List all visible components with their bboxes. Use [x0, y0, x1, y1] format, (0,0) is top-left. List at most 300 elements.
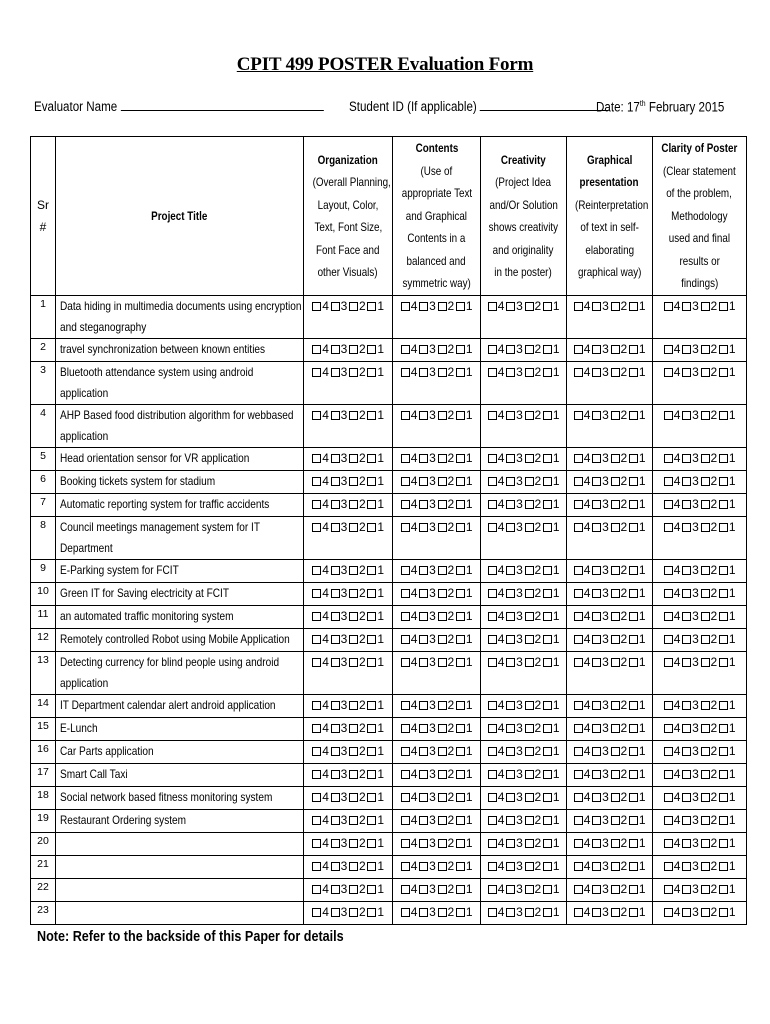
rating-checkbox[interactable] — [574, 411, 583, 420]
rating-checkbox[interactable] — [488, 862, 497, 871]
rating-checkbox[interactable] — [401, 368, 410, 377]
rating-checkbox[interactable] — [664, 477, 673, 486]
rating-checkbox[interactable] — [349, 635, 358, 644]
rating-checkbox[interactable] — [701, 816, 710, 825]
rating-checkbox[interactable] — [525, 589, 534, 598]
rating-checkbox[interactable] — [664, 566, 673, 575]
rating-checkbox[interactable] — [592, 477, 601, 486]
rating-checkbox[interactable] — [611, 658, 620, 667]
rating-checkbox[interactable] — [611, 523, 620, 532]
rating-checkbox[interactable] — [331, 612, 340, 621]
rating-checkbox[interactable] — [349, 885, 358, 894]
rating-checkbox[interactable] — [682, 500, 691, 509]
rating-checkbox[interactable] — [719, 345, 728, 354]
rating-checkbox[interactable] — [543, 724, 552, 733]
rating-checkbox[interactable] — [419, 477, 428, 486]
rating-checkbox[interactable] — [574, 612, 583, 621]
rating-checkbox[interactable] — [701, 908, 710, 917]
rating-checkbox[interactable] — [349, 368, 358, 377]
rating-checkbox[interactable] — [456, 885, 465, 894]
rating-checkbox[interactable] — [456, 500, 465, 509]
rating-checkbox[interactable] — [664, 770, 673, 779]
rating-checkbox[interactable] — [506, 500, 515, 509]
rating-checkbox[interactable] — [701, 345, 710, 354]
rating-checkbox[interactable] — [419, 793, 428, 802]
rating-checkbox[interactable] — [506, 523, 515, 532]
rating-checkbox[interactable] — [574, 747, 583, 756]
rating-checkbox[interactable] — [438, 635, 447, 644]
rating-checkbox[interactable] — [488, 816, 497, 825]
rating-checkbox[interactable] — [506, 658, 515, 667]
rating-checkbox[interactable] — [682, 658, 691, 667]
rating-checkbox[interactable] — [701, 747, 710, 756]
rating-checkbox[interactable] — [506, 862, 515, 871]
rating-checkbox[interactable] — [611, 368, 620, 377]
rating-checkbox[interactable] — [592, 908, 601, 917]
rating-checkbox[interactable] — [629, 302, 638, 311]
rating-checkbox[interactable] — [592, 612, 601, 621]
rating-checkbox[interactable] — [456, 724, 465, 733]
rating-checkbox[interactable] — [401, 523, 410, 532]
rating-checkbox[interactable] — [367, 816, 376, 825]
rating-checkbox[interactable] — [574, 523, 583, 532]
rating-checkbox[interactable] — [438, 477, 447, 486]
rating-checkbox[interactable] — [488, 701, 497, 710]
rating-checkbox[interactable] — [664, 302, 673, 311]
rating-checkbox[interactable] — [525, 345, 534, 354]
rating-checkbox[interactable] — [506, 885, 515, 894]
rating-checkbox[interactable] — [349, 302, 358, 311]
rating-checkbox[interactable] — [682, 411, 691, 420]
rating-checkbox[interactable] — [629, 793, 638, 802]
rating-checkbox[interactable] — [701, 793, 710, 802]
rating-checkbox[interactable] — [331, 500, 340, 509]
rating-checkbox[interactable] — [506, 454, 515, 463]
rating-checkbox[interactable] — [525, 724, 534, 733]
rating-checkbox[interactable] — [701, 885, 710, 894]
rating-checkbox[interactable] — [488, 770, 497, 779]
rating-checkbox[interactable] — [525, 770, 534, 779]
rating-checkbox[interactable] — [401, 477, 410, 486]
rating-checkbox[interactable] — [525, 612, 534, 621]
rating-checkbox[interactable] — [367, 793, 376, 802]
rating-checkbox[interactable] — [525, 302, 534, 311]
rating-checkbox[interactable] — [719, 793, 728, 802]
rating-checkbox[interactable] — [456, 816, 465, 825]
rating-checkbox[interactable] — [574, 302, 583, 311]
rating-checkbox[interactable] — [419, 701, 428, 710]
rating-checkbox[interactable] — [574, 658, 583, 667]
rating-checkbox[interactable] — [419, 885, 428, 894]
rating-checkbox[interactable] — [629, 816, 638, 825]
rating-checkbox[interactable] — [456, 635, 465, 644]
rating-checkbox[interactable] — [719, 523, 728, 532]
rating-checkbox[interactable] — [629, 368, 638, 377]
rating-checkbox[interactable] — [592, 885, 601, 894]
rating-checkbox[interactable] — [488, 302, 497, 311]
rating-checkbox[interactable] — [629, 566, 638, 575]
rating-checkbox[interactable] — [611, 816, 620, 825]
rating-checkbox[interactable] — [574, 862, 583, 871]
rating-checkbox[interactable] — [611, 454, 620, 463]
rating-checkbox[interactable] — [701, 839, 710, 848]
rating-checkbox[interactable] — [331, 345, 340, 354]
rating-checkbox[interactable] — [719, 368, 728, 377]
rating-checkbox[interactable] — [312, 302, 321, 311]
rating-checkbox[interactable] — [525, 500, 534, 509]
rating-checkbox[interactable] — [701, 701, 710, 710]
rating-checkbox[interactable] — [682, 747, 691, 756]
rating-checkbox[interactable] — [419, 839, 428, 848]
rating-checkbox[interactable] — [611, 477, 620, 486]
rating-checkbox[interactable] — [592, 454, 601, 463]
rating-checkbox[interactable] — [367, 908, 376, 917]
rating-checkbox[interactable] — [331, 724, 340, 733]
rating-checkbox[interactable] — [611, 862, 620, 871]
rating-checkbox[interactable] — [367, 701, 376, 710]
rating-checkbox[interactable] — [401, 885, 410, 894]
rating-checkbox[interactable] — [525, 477, 534, 486]
rating-checkbox[interactable] — [682, 566, 691, 575]
rating-checkbox[interactable] — [456, 302, 465, 311]
rating-checkbox[interactable] — [592, 701, 601, 710]
rating-checkbox[interactable] — [419, 454, 428, 463]
rating-checkbox[interactable] — [349, 566, 358, 575]
rating-checkbox[interactable] — [331, 477, 340, 486]
rating-checkbox[interactable] — [719, 862, 728, 871]
rating-checkbox[interactable] — [367, 345, 376, 354]
rating-checkbox[interactable] — [349, 747, 358, 756]
rating-checkbox[interactable] — [525, 793, 534, 802]
rating-checkbox[interactable] — [456, 908, 465, 917]
rating-checkbox[interactable] — [664, 523, 673, 532]
rating-checkbox[interactable] — [488, 500, 497, 509]
rating-checkbox[interactable] — [438, 368, 447, 377]
rating-checkbox[interactable] — [629, 477, 638, 486]
rating-checkbox[interactable] — [367, 454, 376, 463]
rating-checkbox[interactable] — [401, 302, 410, 311]
rating-checkbox[interactable] — [543, 816, 552, 825]
rating-checkbox[interactable] — [543, 302, 552, 311]
rating-checkbox[interactable] — [438, 302, 447, 311]
rating-checkbox[interactable] — [701, 454, 710, 463]
rating-checkbox[interactable] — [629, 839, 638, 848]
rating-checkbox[interactable] — [719, 589, 728, 598]
rating-checkbox[interactable] — [367, 523, 376, 532]
rating-checkbox[interactable] — [574, 724, 583, 733]
rating-checkbox[interactable] — [682, 793, 691, 802]
rating-checkbox[interactable] — [506, 612, 515, 621]
rating-checkbox[interactable] — [401, 862, 410, 871]
rating-checkbox[interactable] — [401, 411, 410, 420]
rating-checkbox[interactable] — [629, 701, 638, 710]
rating-checkbox[interactable] — [574, 454, 583, 463]
rating-checkbox[interactable] — [592, 500, 601, 509]
rating-checkbox[interactable] — [312, 793, 321, 802]
rating-checkbox[interactable] — [312, 454, 321, 463]
rating-checkbox[interactable] — [701, 658, 710, 667]
rating-checkbox[interactable] — [664, 747, 673, 756]
rating-checkbox[interactable] — [543, 368, 552, 377]
rating-checkbox[interactable] — [349, 411, 358, 420]
rating-checkbox[interactable] — [664, 589, 673, 598]
rating-checkbox[interactable] — [592, 862, 601, 871]
rating-checkbox[interactable] — [419, 724, 428, 733]
rating-checkbox[interactable] — [525, 368, 534, 377]
rating-checkbox[interactable] — [574, 635, 583, 644]
rating-checkbox[interactable] — [506, 747, 515, 756]
rating-checkbox[interactable] — [419, 862, 428, 871]
rating-checkbox[interactable] — [312, 635, 321, 644]
rating-checkbox[interactable] — [682, 454, 691, 463]
rating-checkbox[interactable] — [456, 862, 465, 871]
rating-checkbox[interactable] — [506, 345, 515, 354]
rating-checkbox[interactable] — [506, 368, 515, 377]
rating-checkbox[interactable] — [506, 793, 515, 802]
rating-checkbox[interactable] — [525, 747, 534, 756]
rating-checkbox[interactable] — [574, 839, 583, 848]
rating-checkbox[interactable] — [611, 908, 620, 917]
rating-checkbox[interactable] — [438, 612, 447, 621]
rating-checkbox[interactable] — [574, 770, 583, 779]
rating-checkbox[interactable] — [629, 589, 638, 598]
rating-checkbox[interactable] — [701, 724, 710, 733]
rating-checkbox[interactable] — [438, 747, 447, 756]
rating-checkbox[interactable] — [719, 770, 728, 779]
rating-checkbox[interactable] — [611, 885, 620, 894]
rating-checkbox[interactable] — [543, 747, 552, 756]
rating-checkbox[interactable] — [611, 500, 620, 509]
rating-checkbox[interactable] — [574, 885, 583, 894]
rating-checkbox[interactable] — [488, 793, 497, 802]
rating-checkbox[interactable] — [611, 724, 620, 733]
rating-checkbox[interactable] — [701, 612, 710, 621]
rating-checkbox[interactable] — [574, 701, 583, 710]
rating-checkbox[interactable] — [525, 862, 534, 871]
rating-checkbox[interactable] — [349, 589, 358, 598]
rating-checkbox[interactable] — [592, 302, 601, 311]
rating-checkbox[interactable] — [312, 589, 321, 598]
rating-checkbox[interactable] — [312, 477, 321, 486]
rating-checkbox[interactable] — [682, 302, 691, 311]
rating-checkbox[interactable] — [312, 862, 321, 871]
rating-checkbox[interactable] — [349, 908, 358, 917]
rating-checkbox[interactable] — [719, 302, 728, 311]
rating-checkbox[interactable] — [574, 566, 583, 575]
rating-checkbox[interactable] — [629, 612, 638, 621]
rating-checkbox[interactable] — [525, 816, 534, 825]
rating-checkbox[interactable] — [488, 635, 497, 644]
rating-checkbox[interactable] — [525, 908, 534, 917]
rating-checkbox[interactable] — [611, 701, 620, 710]
rating-checkbox[interactable] — [592, 770, 601, 779]
rating-checkbox[interactable] — [312, 908, 321, 917]
rating-checkbox[interactable] — [312, 345, 321, 354]
rating-checkbox[interactable] — [719, 839, 728, 848]
rating-checkbox[interactable] — [349, 454, 358, 463]
rating-checkbox[interactable] — [611, 589, 620, 598]
rating-checkbox[interactable] — [401, 566, 410, 575]
rating-checkbox[interactable] — [312, 724, 321, 733]
rating-checkbox[interactable] — [488, 885, 497, 894]
rating-checkbox[interactable] — [629, 724, 638, 733]
rating-checkbox[interactable] — [592, 747, 601, 756]
rating-checkbox[interactable] — [701, 862, 710, 871]
rating-checkbox[interactable] — [682, 839, 691, 848]
rating-checkbox[interactable] — [629, 635, 638, 644]
rating-checkbox[interactable] — [592, 658, 601, 667]
rating-checkbox[interactable] — [592, 793, 601, 802]
rating-checkbox[interactable] — [438, 589, 447, 598]
rating-checkbox[interactable] — [592, 839, 601, 848]
rating-checkbox[interactable] — [367, 500, 376, 509]
rating-checkbox[interactable] — [574, 816, 583, 825]
rating-checkbox[interactable] — [419, 589, 428, 598]
rating-checkbox[interactable] — [456, 477, 465, 486]
rating-checkbox[interactable] — [611, 747, 620, 756]
rating-checkbox[interactable] — [438, 839, 447, 848]
rating-checkbox[interactable] — [682, 635, 691, 644]
rating-checkbox[interactable] — [488, 454, 497, 463]
rating-checkbox[interactable] — [438, 793, 447, 802]
rating-checkbox[interactable] — [543, 862, 552, 871]
rating-checkbox[interactable] — [367, 302, 376, 311]
rating-checkbox[interactable] — [592, 816, 601, 825]
rating-checkbox[interactable] — [719, 500, 728, 509]
rating-checkbox[interactable] — [592, 589, 601, 598]
rating-checkbox[interactable] — [629, 523, 638, 532]
rating-checkbox[interactable] — [438, 345, 447, 354]
rating-checkbox[interactable] — [438, 523, 447, 532]
rating-checkbox[interactable] — [506, 839, 515, 848]
rating-checkbox[interactable] — [349, 793, 358, 802]
rating-checkbox[interactable] — [367, 477, 376, 486]
rating-checkbox[interactable] — [543, 411, 552, 420]
rating-checkbox[interactable] — [367, 839, 376, 848]
rating-checkbox[interactable] — [664, 724, 673, 733]
rating-checkbox[interactable] — [719, 658, 728, 667]
rating-checkbox[interactable] — [525, 885, 534, 894]
rating-checkbox[interactable] — [543, 589, 552, 598]
rating-checkbox[interactable] — [629, 454, 638, 463]
rating-checkbox[interactable] — [682, 523, 691, 532]
rating-checkbox[interactable] — [312, 747, 321, 756]
rating-checkbox[interactable] — [525, 839, 534, 848]
rating-checkbox[interactable] — [438, 862, 447, 871]
rating-checkbox[interactable] — [349, 500, 358, 509]
rating-checkbox[interactable] — [419, 908, 428, 917]
rating-checkbox[interactable] — [456, 701, 465, 710]
rating-checkbox[interactable] — [438, 770, 447, 779]
rating-checkbox[interactable] — [438, 454, 447, 463]
rating-checkbox[interactable] — [682, 477, 691, 486]
rating-checkbox[interactable] — [629, 500, 638, 509]
rating-checkbox[interactable] — [664, 612, 673, 621]
rating-checkbox[interactable] — [488, 724, 497, 733]
rating-checkbox[interactable] — [331, 658, 340, 667]
rating-checkbox[interactable] — [611, 635, 620, 644]
rating-checkbox[interactable] — [312, 411, 321, 420]
rating-checkbox[interactable] — [367, 770, 376, 779]
rating-checkbox[interactable] — [488, 589, 497, 598]
rating-checkbox[interactable] — [506, 635, 515, 644]
rating-checkbox[interactable] — [719, 816, 728, 825]
rating-checkbox[interactable] — [664, 635, 673, 644]
rating-checkbox[interactable] — [401, 724, 410, 733]
rating-checkbox[interactable] — [312, 368, 321, 377]
rating-checkbox[interactable] — [331, 454, 340, 463]
rating-checkbox[interactable] — [312, 816, 321, 825]
rating-checkbox[interactable] — [574, 368, 583, 377]
rating-checkbox[interactable] — [419, 566, 428, 575]
rating-checkbox[interactable] — [664, 885, 673, 894]
rating-checkbox[interactable] — [401, 816, 410, 825]
rating-checkbox[interactable] — [312, 566, 321, 575]
rating-checkbox[interactable] — [401, 454, 410, 463]
rating-checkbox[interactable] — [574, 500, 583, 509]
rating-checkbox[interactable] — [543, 839, 552, 848]
rating-checkbox[interactable] — [664, 368, 673, 377]
rating-checkbox[interactable] — [488, 566, 497, 575]
rating-checkbox[interactable] — [401, 839, 410, 848]
rating-checkbox[interactable] — [331, 523, 340, 532]
rating-checkbox[interactable] — [574, 477, 583, 486]
rating-checkbox[interactable] — [525, 523, 534, 532]
rating-checkbox[interactable] — [701, 411, 710, 420]
rating-checkbox[interactable] — [592, 724, 601, 733]
rating-checkbox[interactable] — [506, 701, 515, 710]
rating-checkbox[interactable] — [701, 635, 710, 644]
rating-checkbox[interactable] — [438, 500, 447, 509]
rating-checkbox[interactable] — [682, 770, 691, 779]
rating-checkbox[interactable] — [574, 345, 583, 354]
rating-checkbox[interactable] — [629, 747, 638, 756]
rating-checkbox[interactable] — [438, 885, 447, 894]
rating-checkbox[interactable] — [506, 477, 515, 486]
rating-checkbox[interactable] — [367, 747, 376, 756]
rating-checkbox[interactable] — [456, 770, 465, 779]
rating-checkbox[interactable] — [719, 477, 728, 486]
rating-checkbox[interactable] — [349, 658, 358, 667]
rating-checkbox[interactable] — [543, 793, 552, 802]
rating-checkbox[interactable] — [592, 523, 601, 532]
rating-checkbox[interactable] — [664, 500, 673, 509]
rating-checkbox[interactable] — [664, 411, 673, 420]
rating-checkbox[interactable] — [488, 908, 497, 917]
rating-checkbox[interactable] — [367, 885, 376, 894]
rating-checkbox[interactable] — [419, 368, 428, 377]
rating-checkbox[interactable] — [488, 345, 497, 354]
rating-checkbox[interactable] — [401, 747, 410, 756]
rating-checkbox[interactable] — [456, 589, 465, 598]
rating-checkbox[interactable] — [719, 885, 728, 894]
rating-checkbox[interactable] — [525, 701, 534, 710]
rating-checkbox[interactable] — [682, 612, 691, 621]
rating-checkbox[interactable] — [525, 658, 534, 667]
rating-checkbox[interactable] — [592, 368, 601, 377]
rating-checkbox[interactable] — [331, 839, 340, 848]
rating-checkbox[interactable] — [488, 411, 497, 420]
rating-checkbox[interactable] — [456, 612, 465, 621]
rating-checkbox[interactable] — [682, 885, 691, 894]
rating-checkbox[interactable] — [719, 612, 728, 621]
rating-checkbox[interactable] — [312, 523, 321, 532]
rating-checkbox[interactable] — [574, 589, 583, 598]
rating-checkbox[interactable] — [367, 612, 376, 621]
rating-checkbox[interactable] — [664, 839, 673, 848]
rating-checkbox[interactable] — [629, 908, 638, 917]
rating-checkbox[interactable] — [419, 302, 428, 311]
